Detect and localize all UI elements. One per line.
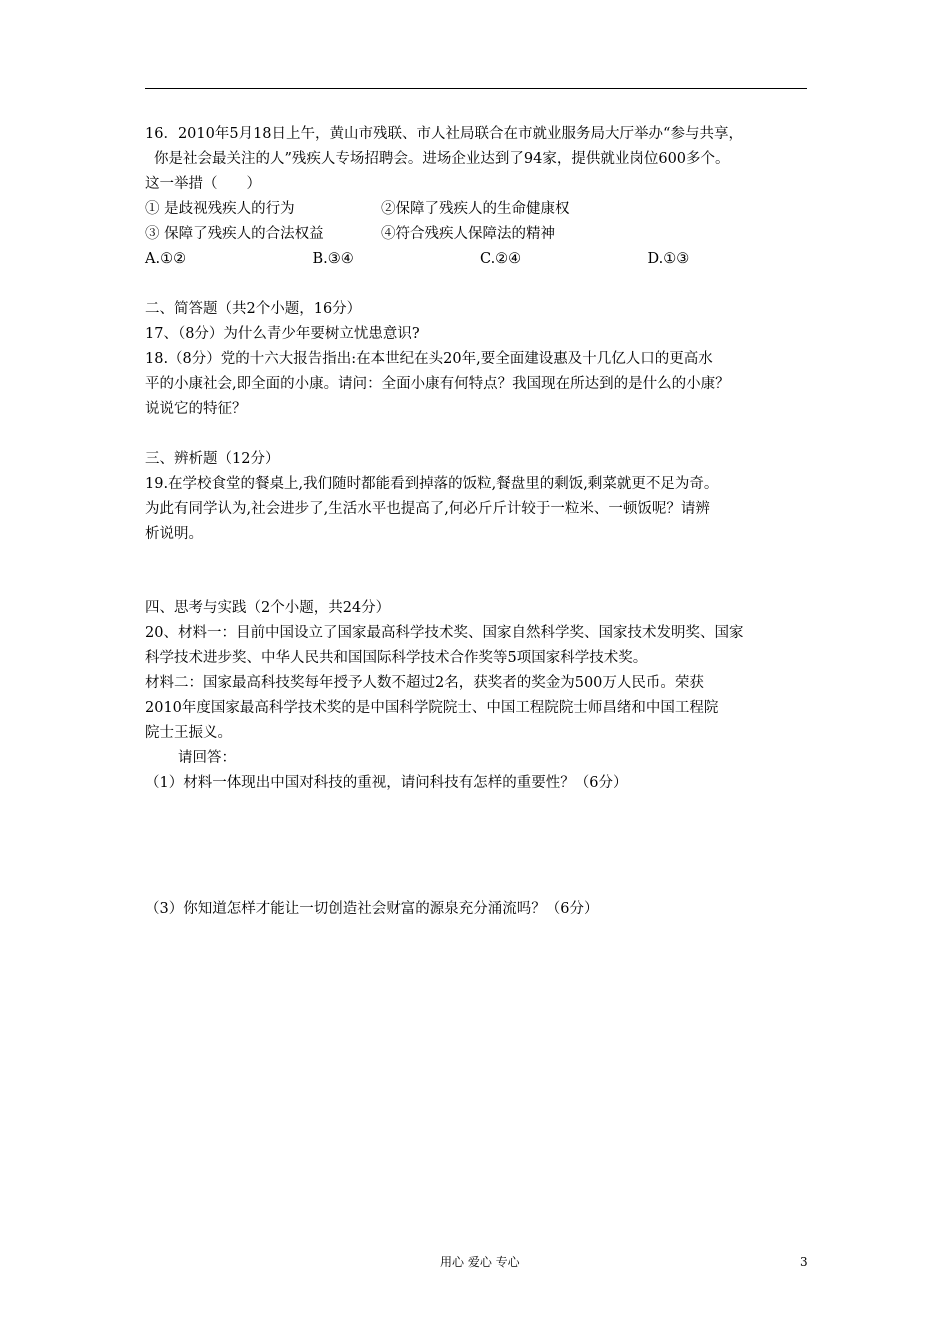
q20-prompt: 请回答： (178, 750, 236, 766)
q18-line-3: 说说它的特征？ (145, 401, 247, 417)
section-4-title: 四、思考与实践（2个小题，共24分） (145, 600, 391, 616)
q20-line-3: 材料二：国家最高科技奖每年授予人数不超过2名，获奖者的奖金为500万人民币。荣获 (145, 675, 704, 691)
q19-line-3: 析说明。 (145, 526, 203, 542)
section-practice (145, 596, 815, 796)
q20-line-5: 院士王振义。 (145, 725, 232, 741)
q16-statement-3: ③ 保障了残疾人的合法权益 (145, 226, 324, 242)
q16-choices (145, 247, 815, 272)
section-analysis (145, 447, 815, 547)
q20-line-1: 20、材料一：目前中国设立了国家最高科学技术奖、国家自然科学奖、国家技术发明奖、国家 (145, 625, 744, 641)
q16-line-1: 16．2010年5月18日上午，黄山市残联、市人社局联合在市就业服务局大厅举办“参与共享， (145, 126, 743, 142)
section-2-title: 二、简答题（共2个小题，16分） (145, 301, 362, 317)
q16-line-3: 这一举措（ ） (145, 176, 261, 192)
q16-choice-c: C.②④ (480, 251, 522, 267)
section-short-answer (145, 297, 815, 422)
q16-statement-2: ②保障了残疾人的生命健康权 (381, 201, 570, 217)
header-rule (145, 88, 807, 89)
q20-sub-1: （1）材料一体现出中国对科技的重视，请问科技有怎样的重要性？（6分） (145, 775, 628, 791)
q16-statement-1: ① 是歧视残疾人的行为 (145, 201, 295, 217)
q19-line-2: 为此有同学认为,社会进步了,生活水平也提高了,何必斤斤计较于一粒米、一顿饭呢？请辨 (145, 501, 710, 517)
q16-line-2: 你是社会最关注的人”残疾人专场招聘会。进场企业达到了94家，提供就业岗位600多个。 (154, 151, 730, 167)
q16-choice-a: A.①② (145, 251, 187, 267)
q20-sub-3-block (145, 897, 815, 922)
q16-statement-row-2 (145, 222, 815, 247)
q18-line-1: 18.（8分）党的十六大报告指出:在本世纪在头20年,要全面建设惠及十几亿人口的更高水 (145, 351, 713, 367)
section-3-title: 三、辨析题（12分） (145, 451, 280, 467)
q16-statement-row-1 (145, 197, 815, 222)
q16-statement-4: ④符合残疾人保障法的精神 (381, 226, 555, 242)
q20-line-2: 科学技术进步奖、中华人民共和国国际科学技术合作奖等5项国家科学技术奖。 (145, 650, 648, 666)
q18-line-2: 平的小康社会,即全面的小康。请问：全面小康有何特点？我国现在所达到的是什么的小康？ (145, 376, 730, 392)
footer-motto: 用心 爱心 专心 (440, 1255, 520, 1269)
q20-line-4: 2010年度国家最高科学技术奖的是中国科学院院士、中国工程院院士师昌绪和中国工程院 (145, 700, 719, 716)
q20-sub-3: （3）你知道怎样才能让一切创造社会财富的源泉充分涌流吗？（6分） (145, 901, 599, 917)
q16-choice-d: D.①③ (647, 251, 690, 267)
question-16 (145, 122, 815, 272)
page-footer (0, 1252, 950, 1272)
page-number: 3 (800, 1255, 808, 1269)
q16-choice-b: B.③④ (312, 251, 354, 267)
question-17: 17、（8分）为什么青少年要树立忧患意识? (145, 326, 420, 342)
q19-line-1: 19.在学校食堂的餐桌上,我们随时都能看到掉落的饭粒,餐盘里的剩饭,剩菜就更不足为奇。 (145, 476, 719, 492)
